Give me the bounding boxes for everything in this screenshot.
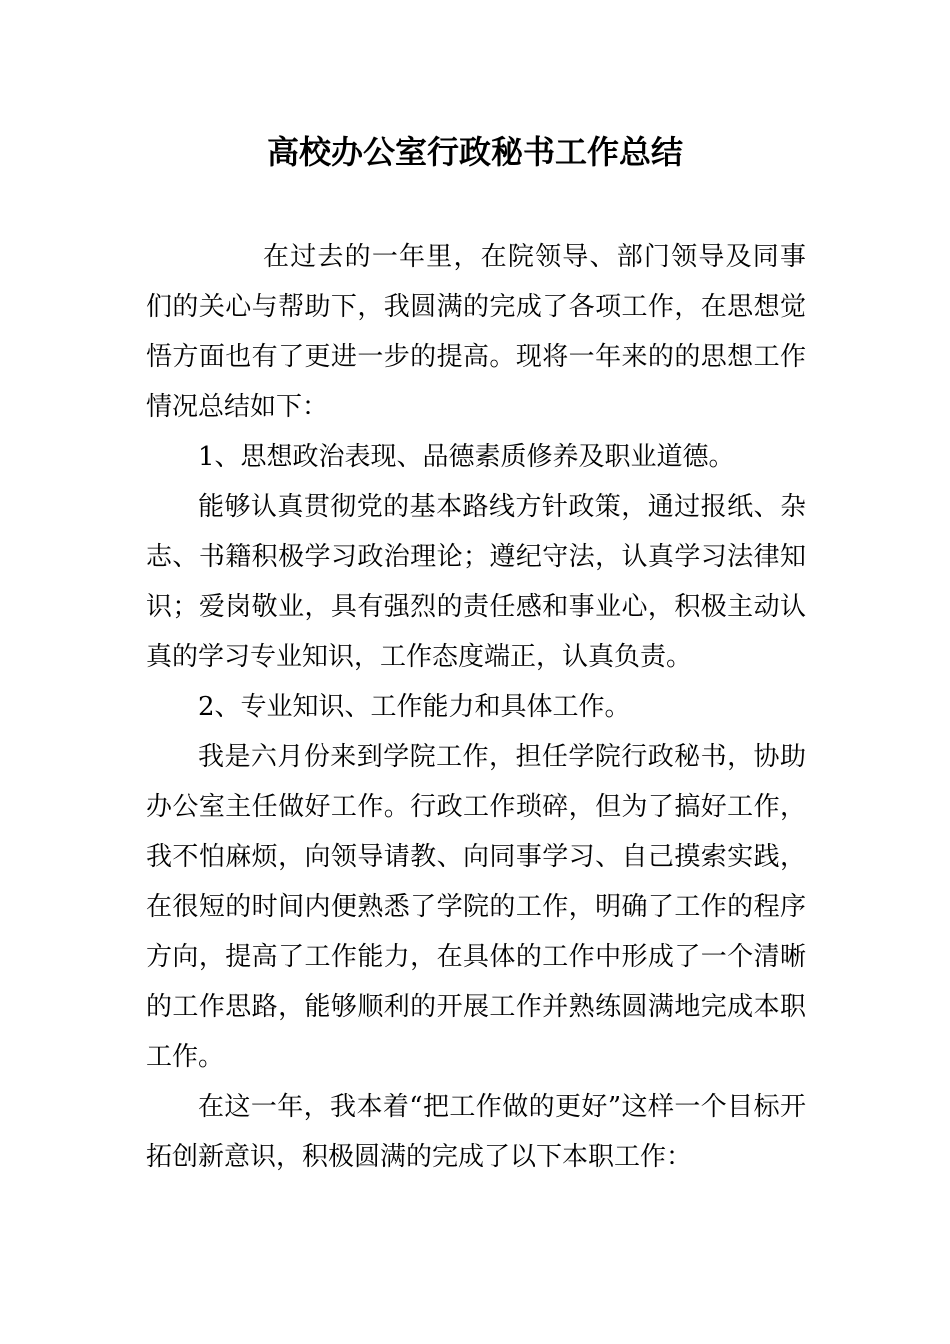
paragraph-political: 能够认真贯彻党的基本路线方针政策，通过报纸、杂志、书籍积极学习政治理论；遵纪守法，认真学习法律知识；爱岗敬业，具有强烈的责任感和事业心，积极主动认真的学习专业知识，工作态度端正，认真负责。 bbox=[146, 492, 806, 672]
document-title: 高校办公室行政秘书工作总结 bbox=[266, 133, 683, 171]
paragraph-duties: 在这一年，我本着“把工作做的更好”这样一个目标开拓创新意识，积极圆满的完成了以下本职工作： bbox=[146, 1092, 806, 1172]
paragraph-intro: 在过去的一年里，在院领导、部门领导及同事们的关心与帮助下，我圆满的完成了各项工作，在思想觉悟方面也有了更进一步的提高。现将一年来的的思想工作情况总结如下： bbox=[146, 242, 806, 422]
paragraph-heading-2: 2、专业知识、工作能力和具体工作。 bbox=[198, 692, 631, 722]
document-body bbox=[146, 232, 806, 1182]
paragraph-work: 我是六月份来到学院工作，担任学院行政秘书，协助办公室主任做好工作。行政工作琐碎，但为了搞好工作，我不怕麻烦，向领导请教、向同事学习、自己摸索实践，在很短的时间内便熟悉了学院的工作，明确了工作的程序方向，提高了工作能力，在具体的工作中形成了一个清晰的工作思路，能够顺利的开展工作并熟练圆满地完成本职工作。 bbox=[146, 742, 806, 1072]
paragraph-heading-1: 1、思想政治表现、品德素质修养及职业道德。 bbox=[198, 442, 735, 472]
